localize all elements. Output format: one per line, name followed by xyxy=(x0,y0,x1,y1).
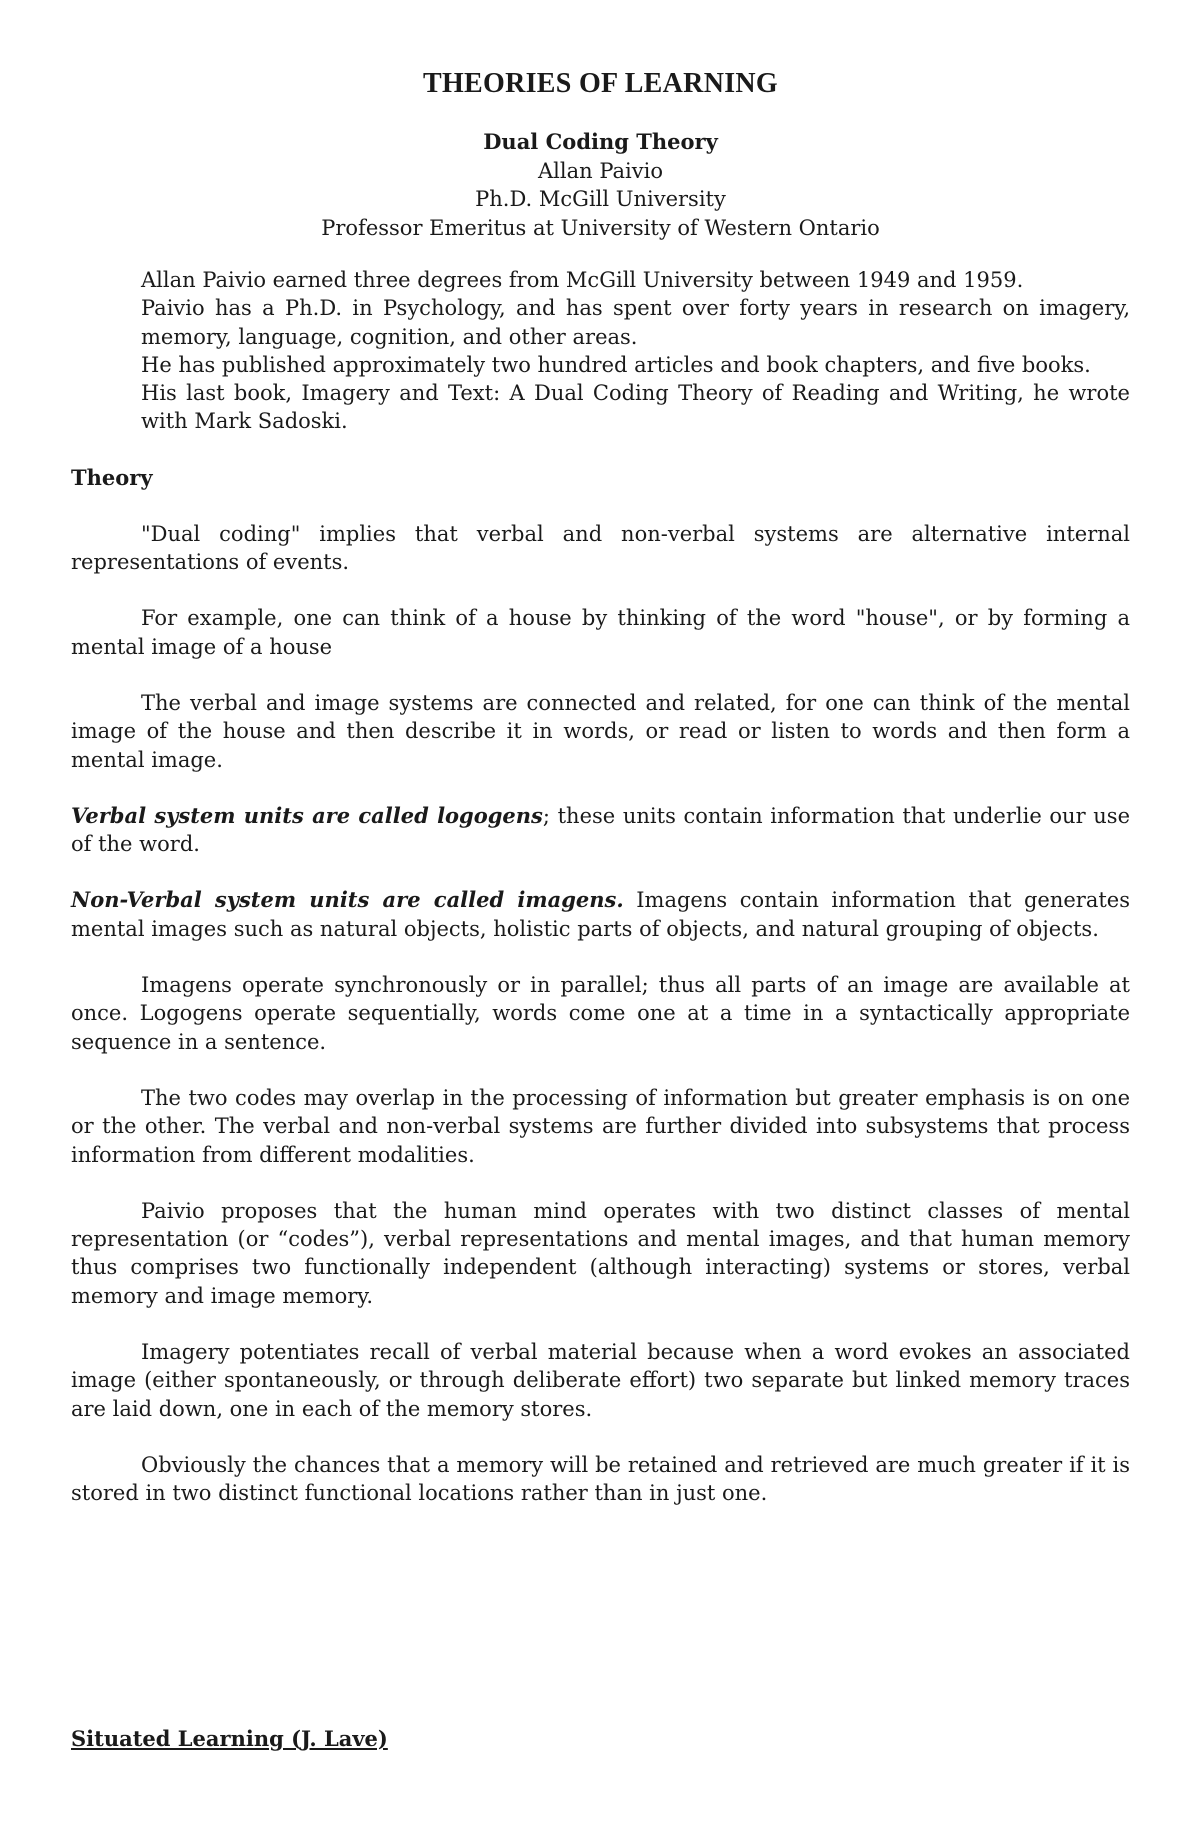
author-position: Professor Emeritus at University of Western Ontario xyxy=(321,215,880,240)
theory-paragraph: Imagens operate synchronously or in parallel; thus all parts of an image are available at once. Logogens operate sequentially, words come one at a time in a syntactically appropriate sequence in a sentence. xyxy=(71,973,1130,1054)
theory-paragraph: For example, one can think of a house by thinking of the word "house", or by forming a mental image of a house xyxy=(71,606,1130,659)
logogens-paragraph xyxy=(71,802,1130,859)
header-block xyxy=(71,128,1130,242)
theory-heading: Theory xyxy=(71,464,153,490)
theory-paragraph: Imagery potentiates recall of verbal material because when a word evokes an associated image (either spontaneously, or through deliberate effort) two separate but linked memory traces are laid down, one in each of the memory stores. xyxy=(71,1340,1130,1421)
theory-paragraph: "Dual coding" implies that verbal and non-verbal systems are alternative internal representations of events. xyxy=(71,521,1130,575)
bio-block xyxy=(141,266,1130,436)
theory-paragraph: Paivio proposes that the human mind operates with two distinct classes of mental representation (or “codes”), verbal representations and mental images, and that human memory thus comprises two functionally independent (although interacting) systems or stores, verbal memory and image memory. xyxy=(71,1198,1130,1308)
author-name: Allan Paivio xyxy=(538,158,663,183)
bio-line: Allan Paivio earned three degrees from McGill University between 1949 and 1959. xyxy=(141,268,1024,292)
theory-paragraph: The verbal and image systems are connected and related, for one can think of the mental image of the house and then describe it in words, or read or listen to words and then form a mental image. xyxy=(71,690,1130,772)
imagens-paragraph xyxy=(71,886,1130,943)
author-degree: Ph.D. McGill University xyxy=(475,187,726,211)
logogens-text: ; these units contain information that underlie our use of the word. xyxy=(71,803,1130,857)
bio-line: His last book, Imagery and Text: A Dual Coding Theory of Reading and Writing, he wrote with Mark Sadoski. xyxy=(141,381,1130,434)
imagens-lead: Non-Verbal system units are called imagens. xyxy=(71,887,624,913)
bio-line: He has published approximately two hundred articles and book chapters, and five books. xyxy=(141,352,1091,377)
imagens-text: Imagens contain information that generates mental images such as natural objects, holistic parts of objects, and natural grouping of objects. xyxy=(71,888,1130,941)
theory-paragraph: Obviously the chances that a memory will be retained and retrieved are much greater if it is stored in two distinct functional locations rather than in just one. xyxy=(71,1452,1130,1506)
page-title: THEORIES OF LEARNING xyxy=(422,68,779,99)
bio-line: Paivio has a Ph.D. in Psychology, and has spent over forty years in research on imagery, memory, language, cognition, and other areas. xyxy=(141,296,1130,349)
document-page xyxy=(71,60,1130,1508)
subtitle: Dual Coding Theory xyxy=(483,129,718,154)
next-section-heading: Situated Learning (J. Lave) xyxy=(71,1726,388,1751)
theory-paragraph: The two codes may overlap in the processing of information but greater emphasis is on one or the other. The verbal and non-verbal systems are further divided into subsystems that process information from different modalities. xyxy=(71,1085,1130,1167)
logogens-lead: Verbal system units are called logogens xyxy=(71,802,543,828)
